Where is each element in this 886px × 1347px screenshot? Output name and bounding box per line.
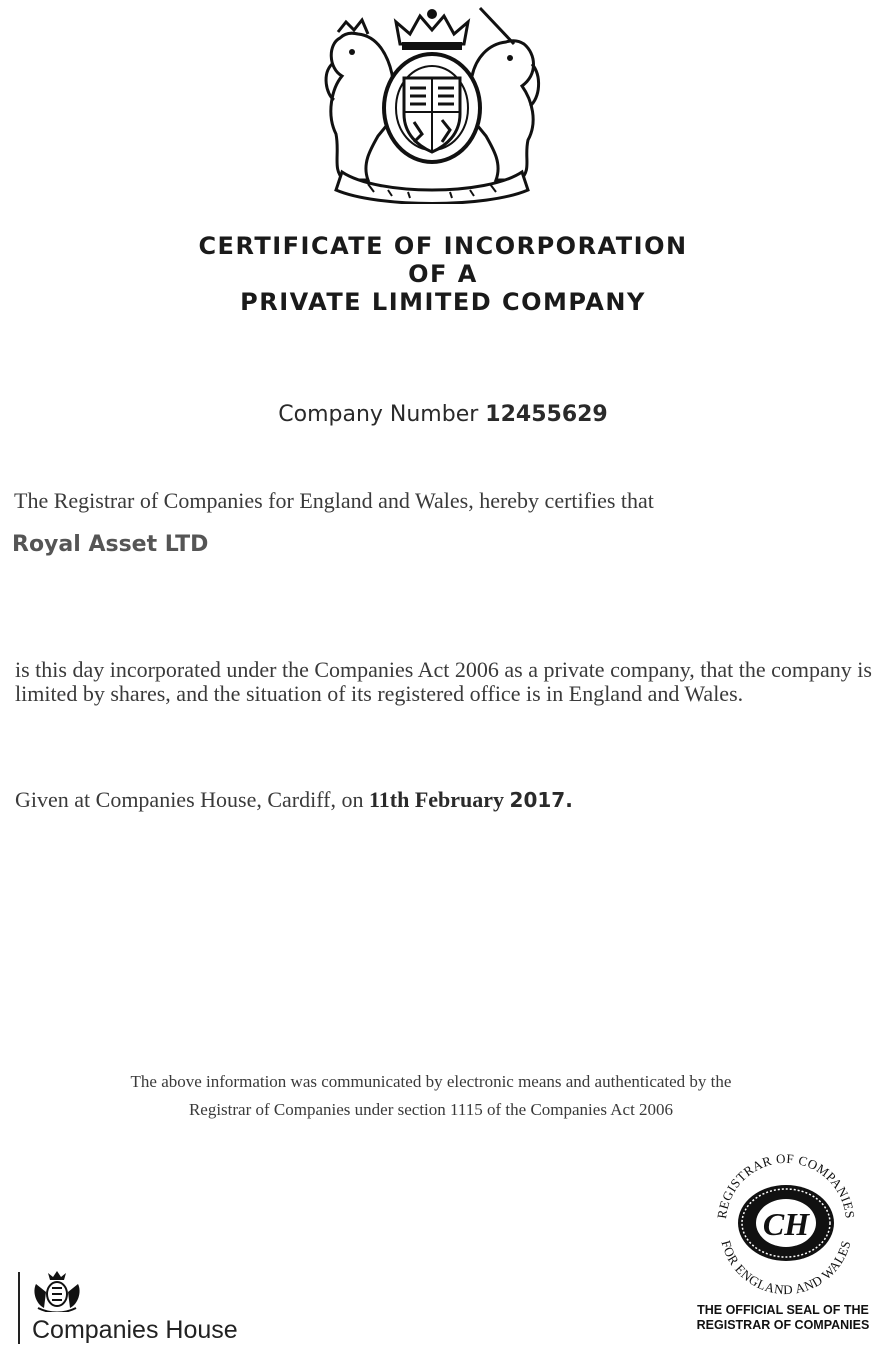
company-name: Royal Asset LTD xyxy=(12,532,209,557)
company-number-label: Company Number xyxy=(278,402,479,427)
logo-text: Companies House xyxy=(32,1316,238,1344)
note-line-1: The above information was communicated by electronic means and authenticated by the xyxy=(130,1072,732,1091)
certifies-statement: The Registrar of Companies for England and Wales, hereby certifies that xyxy=(14,488,654,513)
given-year: 2017. xyxy=(509,788,573,812)
given-statement xyxy=(15,787,573,813)
seal-caption xyxy=(676,1303,886,1333)
seal-ring-text-top: REGISTRAR OF COMPANIES xyxy=(714,1150,858,1220)
given-prefix: Given at Companies House, Cardiff, on xyxy=(15,787,364,812)
royal-coat-of-arms-icon xyxy=(318,4,546,204)
company-number-value: 12455629 xyxy=(485,402,608,427)
title-line-3: PRIVATE LIMITED COMPANY xyxy=(240,288,646,316)
authentication-note xyxy=(0,1068,862,1124)
title-line-1: CERTIFICATE OF INCORPORATION xyxy=(198,232,688,260)
note-line-2: Registrar of Companies under section 1115 of the Companies Act 2006 xyxy=(188,1100,674,1119)
seal-caption-line-2: REGISTRAR OF COMPANIES xyxy=(696,1318,870,1332)
company-number xyxy=(0,402,886,427)
companies-house-logo xyxy=(18,1270,268,1346)
incorporation-statement: is this day incorporated under the Companies Act 2006 as a private company, that the company is limited by shares, and the situation of its registered office is in England and Wales. xyxy=(15,657,872,706)
seal-monogram: CH xyxy=(762,1206,810,1242)
seal-caption-line-1: THE OFFICIAL SEAL OF THE xyxy=(697,1303,869,1317)
title-line-2: OF A xyxy=(408,260,478,288)
seal-ring-text-bottom: FOR ENGLAND AND WALES xyxy=(718,1238,854,1298)
given-date: 11th February xyxy=(368,787,505,812)
crest-icon xyxy=(32,1270,82,1312)
official-seal-icon xyxy=(706,1148,866,1298)
certificate-title xyxy=(0,232,886,316)
logo-divider xyxy=(18,1272,20,1344)
